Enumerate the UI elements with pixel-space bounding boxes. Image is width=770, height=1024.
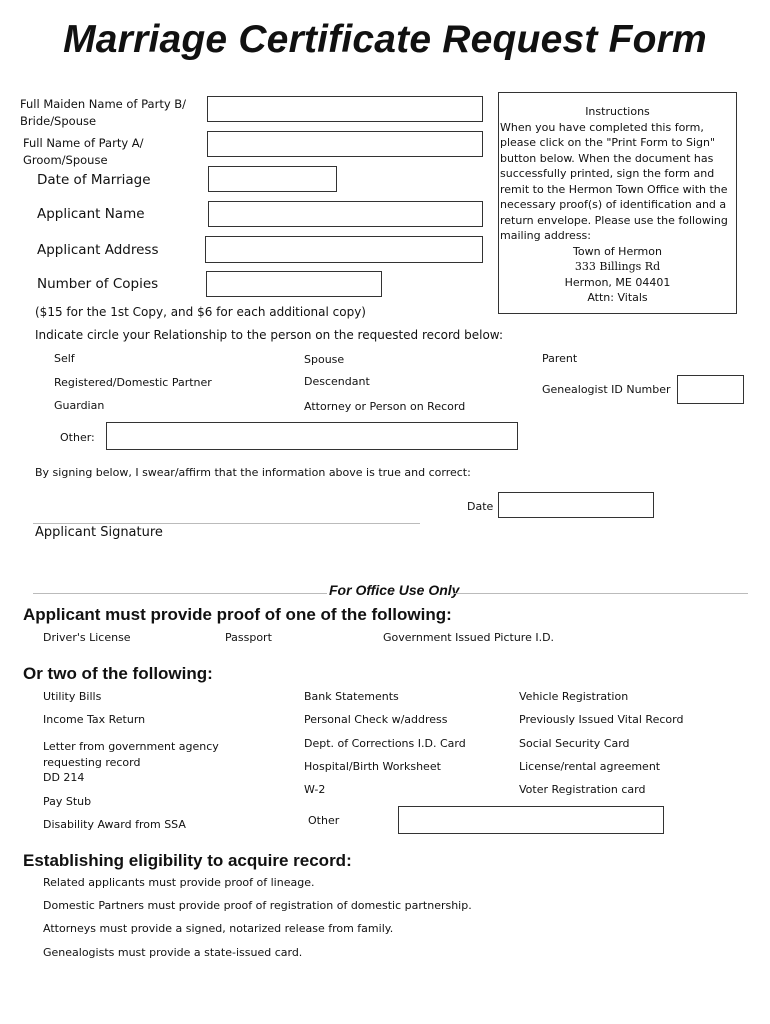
proof-other-field[interactable] [398, 806, 664, 834]
party-a-field[interactable] [207, 131, 483, 157]
proof-one-heading: Applicant must provide proof of one of the following: [23, 605, 452, 624]
relationship-spouse[interactable]: Spouse [304, 353, 345, 366]
office-divider-left [33, 593, 327, 594]
relationship-attorney[interactable]: Attorney or Person on Record [304, 400, 466, 413]
proof-personal-check: Personal Check w/address [304, 713, 448, 726]
relationship-other-label: Other: [60, 431, 95, 444]
mailing-address [499, 244, 736, 306]
address-line: Attn: Vitals [587, 291, 648, 304]
office-divider-right [453, 593, 748, 594]
proof-w2: W-2 [304, 783, 326, 796]
proof-vehicle-registration: Vehicle Registration [519, 690, 629, 703]
proof-social-security: Social Security Card [519, 737, 630, 750]
eligibility-item: Attorneys must provide a signed, notarized release from family. [43, 922, 394, 935]
signature-line [33, 523, 420, 524]
proof-other-label: Other [308, 814, 340, 827]
proof-passport: Passport [225, 631, 272, 644]
instructions-box [498, 92, 737, 314]
proof-letter-gov: Letter from government agency requesting record [43, 740, 219, 769]
office-use-heading: For Office Use Only [329, 582, 460, 598]
relationship-parent[interactable]: Parent [542, 352, 578, 365]
party-a-label: Full Name of Party A/ Groom/Spouse [23, 136, 144, 167]
relationship-registered-partner[interactable]: Registered/Domestic Partner [54, 376, 212, 389]
applicant-address-label: Applicant Address [37, 242, 159, 258]
instructions-body: When you have completed this form, please click on the "Print Form to Sign" button below. When the document has successfully printed, sign the form and remit to the Hermon Town Office with the necessary proof(s) of identification and a return envelope. Please use the following mailing address: [500, 120, 728, 242]
proof-license-rental: License/rental agreement [519, 760, 661, 773]
party-b-field[interactable] [207, 96, 483, 122]
proof-income-tax: Income Tax Return [43, 713, 146, 726]
date-label: Date [467, 500, 494, 513]
date-field[interactable] [498, 492, 654, 518]
eligibility-item: Genealogists must provide a state-issued card. [43, 946, 303, 959]
signature-label: Applicant Signature [35, 525, 163, 540]
address-line: Town of Hermon [573, 244, 662, 258]
relationship-guardian[interactable]: Guardian [54, 399, 105, 412]
proof-previously-issued: Previously Issued Vital Record [519, 713, 684, 726]
relationship-other-field[interactable] [106, 422, 518, 450]
instructions-heading: Instructions [585, 105, 650, 118]
applicant-name-label: Applicant Name [37, 206, 145, 222]
address-line: 333 Billings Rd [574, 260, 661, 273]
number-of-copies-label: Number of Copies [37, 276, 159, 292]
party-b-label: Full Maiden Name of Party B/ Bride/Spouse [20, 97, 187, 128]
relationship-prompt: Indicate circle your Relationship to the person on the requested record below: [35, 328, 503, 342]
proof-utility-bills: Utility Bills [43, 690, 102, 703]
proof-voter-registration: Voter Registration card [519, 783, 646, 796]
number-of-copies-field[interactable] [206, 271, 382, 297]
relationship-self[interactable]: Self [54, 352, 75, 365]
swear-text: By signing below, I swear/affirm that the information above is true and correct: [35, 466, 471, 479]
proof-dept-corrections: Dept. of Corrections I.D. Card [304, 737, 466, 750]
relationship-descendant[interactable]: Descendant [304, 375, 370, 388]
proof-government-id: Government Issued Picture I.D. [383, 631, 555, 644]
genealogist-id-field[interactable] [677, 375, 744, 404]
applicant-address-field[interactable] [205, 236, 483, 263]
eligibility-item: Related applicants must provide proof of lineage. [43, 876, 315, 889]
proof-bank-statements: Bank Statements [304, 690, 399, 703]
proof-dd214: DD 214 [43, 771, 85, 784]
proof-drivers-license: Driver's License [43, 631, 131, 644]
eligibility-item: Domestic Partners must provide proof of registration of domestic partnership. [43, 899, 472, 912]
form-title: Marriage Certificate Request Form [63, 18, 707, 61]
eligibility-heading: Establishing eligibility to acquire record: [23, 851, 352, 870]
proof-pay-stub: Pay Stub [43, 795, 92, 808]
address-line: Hermon, ME 04401 [564, 275, 671, 289]
applicant-name-field[interactable] [208, 201, 483, 227]
date-of-marriage-label: Date of Marriage [37, 172, 151, 188]
genealogist-id-label: Genealogist ID Number [542, 383, 671, 396]
proof-disability-award: Disability Award from SSA [43, 818, 186, 831]
proof-hospital-birth: Hospital/Birth Worksheet [304, 760, 441, 773]
fee-note: ($15 for the 1st Copy, and $6 for each additional copy) [35, 305, 366, 319]
date-of-marriage-field[interactable] [208, 166, 337, 192]
proof-two-heading: Or two of the following: [23, 664, 213, 683]
